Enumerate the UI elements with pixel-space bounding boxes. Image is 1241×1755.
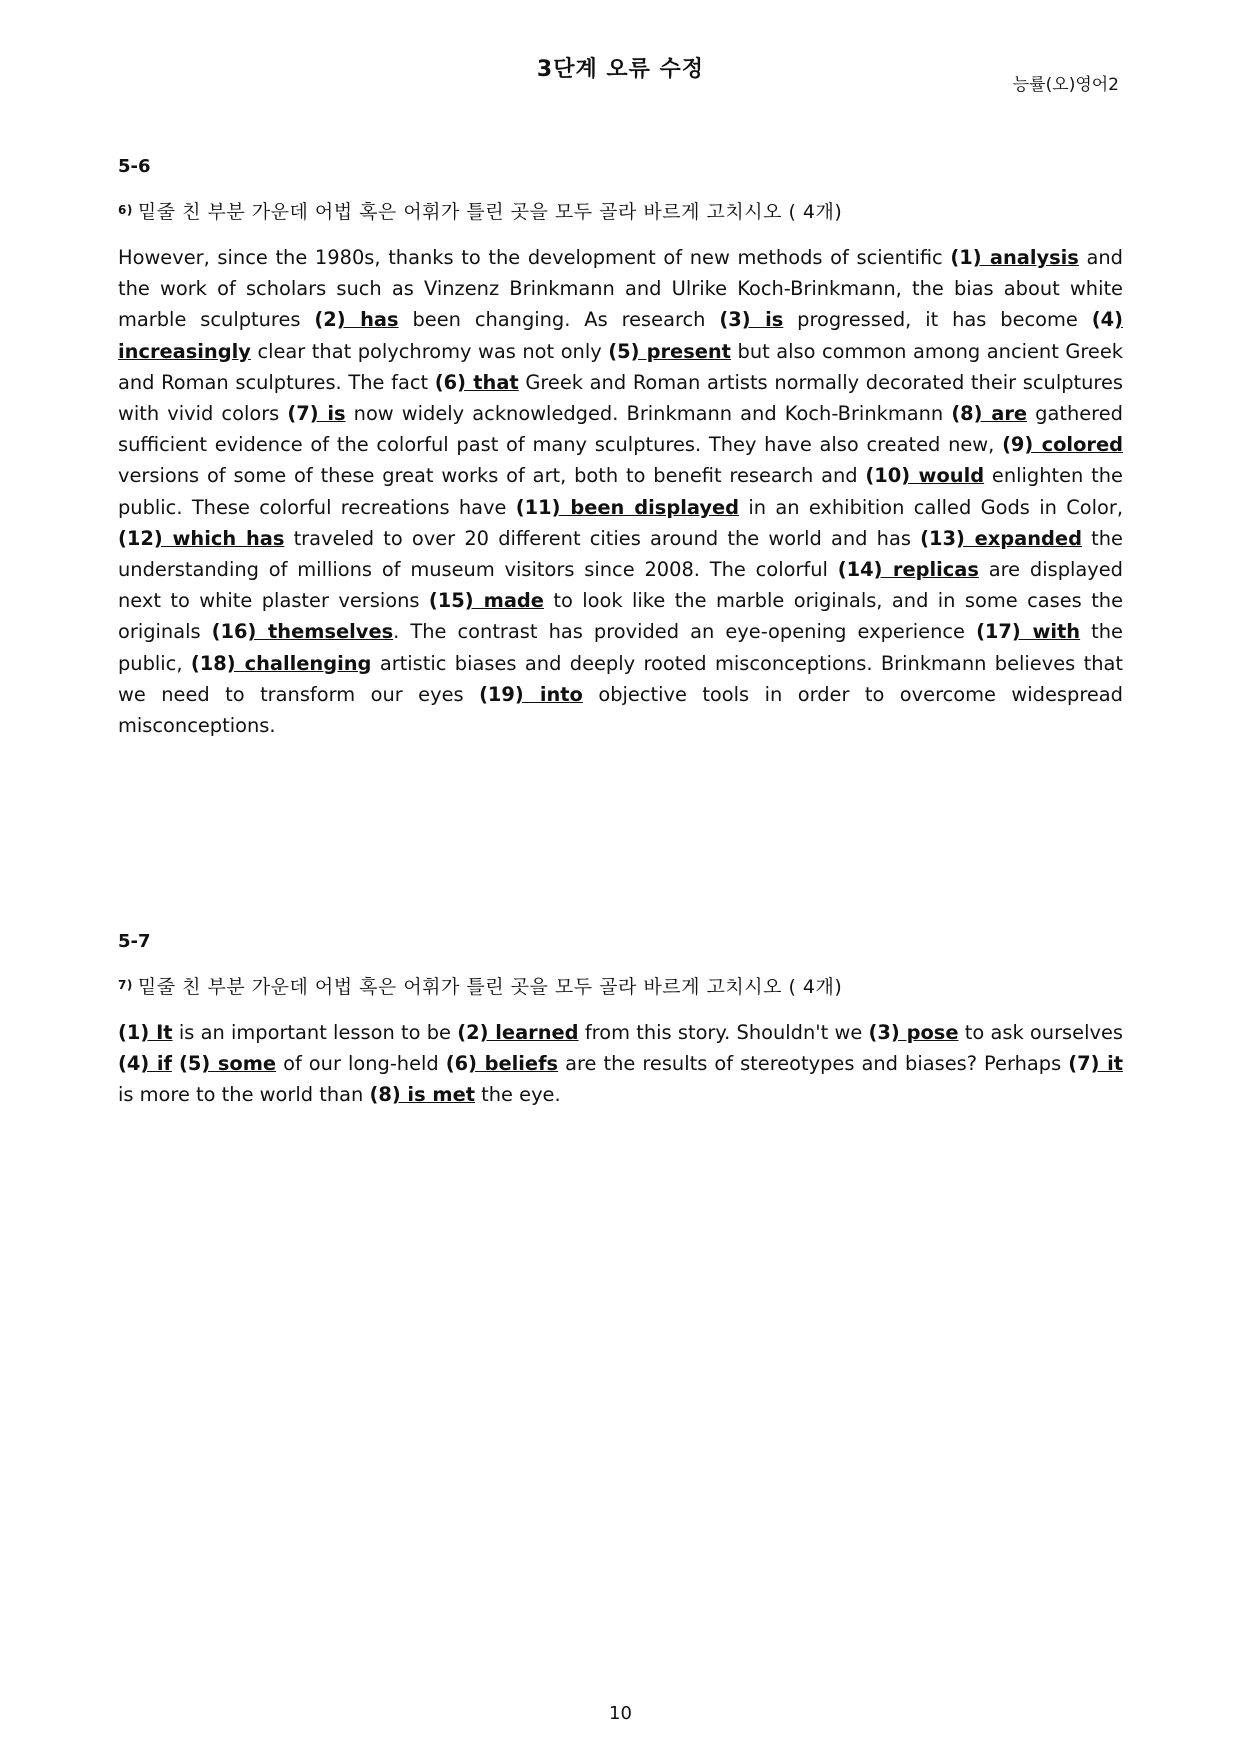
underlined-phrase: ) some bbox=[201, 1052, 277, 1076]
numbered-item: (19) into bbox=[479, 682, 583, 706]
numbered-item: (5) some bbox=[178, 1052, 277, 1076]
numbered-item: (16) themselves bbox=[211, 620, 394, 644]
numbered-item: (3) is bbox=[719, 308, 784, 332]
numbered-item: (8) are bbox=[951, 402, 1028, 426]
numbered-item: (7) is bbox=[287, 402, 346, 426]
underlined-phrase: ) colored bbox=[1024, 433, 1123, 457]
underlined-phrase: ) which has bbox=[153, 526, 285, 550]
numbered-item: (4) if bbox=[118, 1052, 172, 1076]
numbered-item: (6) that bbox=[434, 370, 519, 394]
section-label: 5-7 bbox=[118, 931, 151, 952]
underlined-phrase: ) is met bbox=[391, 1083, 475, 1107]
instruction-number: 7) bbox=[118, 978, 133, 992]
numbered-item: (8) is met bbox=[369, 1083, 475, 1107]
passage: However, since the 1980s, thanks to the development of new methods of scientific (1) analysis and the work of scholars such as Vinzenz Brinkmann and Ulrike Koch-Brinkmann, the bias about white marble sculptures (2) has been changing. As research (3) is progressed, it has become (4) increasingly clear that polychromy was not only (5) present but also common among ancient Greek and Roman sculptures. The fact (6) that Greek and Roman artists normally decorated their sculptures with vivid colors (7) is now widely acknowledged. Brinkmann and Koch-Brinkmann (8) are gathered sufficient evidence of the colorful past of many sculptures. They have also created new, (9) colored versions of some of these great works of art, both to benefit research and (10) would enlighten the public. These colorful recreations have (11) been displayed in an exhibition called Gods in Color, (12) which has traveled to over 20 different cities around the world and has (13) expanded the understanding of millions of museum visitors since 2008. The colorful (14) replicas are displayed next to white plaster versions (15) made to look like the marble originals, and in some cases the originals (16) themselves. The contrast has provided an eye-opening experience (17) with the public, (18) challenging artistic biases and deeply rooted misconceptions. Brinkmann believes that we need to transform our eyes (19) into objective tools in order to overcome widespread misconceptions. bbox=[118, 246, 1124, 738]
numbered-item: (15) made bbox=[428, 589, 544, 613]
section-5-6 bbox=[118, 156, 1123, 741]
underlined-phrase: ) are bbox=[973, 402, 1028, 426]
underlined-phrase: ) beliefs bbox=[468, 1052, 559, 1076]
page-title: 3단계 오류 수정 bbox=[536, 57, 705, 82]
numbered-item: (4) increasingly bbox=[118, 308, 1123, 363]
instruction-number: 6) bbox=[118, 203, 133, 217]
numbered-item: (12) which has bbox=[118, 526, 285, 550]
section-5-7 bbox=[118, 931, 1123, 1111]
numbered-item: (1) It bbox=[118, 1021, 173, 1044]
underlined-phrase: ) challenging bbox=[226, 651, 372, 675]
underlined-phrase: ) themselves bbox=[247, 620, 394, 644]
section-label: 5-6 bbox=[118, 156, 151, 177]
numbered-item: (17) with bbox=[976, 620, 1081, 644]
numbered-item: (10) would bbox=[865, 464, 985, 488]
instruction-text: 밑줄 친 부분 가운데 어법 혹은 어휘가 틀린 곳을 모두 골라 바르게 고치시오 ( 4개) bbox=[137, 976, 843, 998]
underlined-phrase: ) made bbox=[464, 589, 544, 613]
numbered-item: (5) present bbox=[608, 339, 731, 363]
underlined-phrase: ) is bbox=[741, 308, 784, 332]
underlined-phrase: ) it bbox=[1090, 1052, 1123, 1076]
underlined-phrase: ) It bbox=[140, 1021, 173, 1044]
page-number: 10 bbox=[609, 1703, 632, 1724]
underlined-phrase: ) increasingly bbox=[118, 308, 1123, 363]
underlined-phrase: ) analysis bbox=[972, 246, 1079, 269]
underlined-phrase: ) would bbox=[901, 464, 985, 488]
numbered-item: (6) beliefs bbox=[445, 1052, 559, 1076]
underlined-phrase: ) with bbox=[1011, 620, 1081, 644]
underlined-phrase: ) been displayed bbox=[551, 495, 740, 519]
numbered-item: (2) has bbox=[314, 308, 399, 332]
instruction bbox=[118, 972, 1123, 999]
numbered-item: (11) been displayed bbox=[515, 495, 740, 519]
numbered-item: (13) expanded bbox=[920, 526, 1082, 550]
underlined-phrase: ) has bbox=[336, 308, 399, 332]
page-subtitle: 능률(오)영어2 bbox=[1012, 75, 1119, 95]
numbered-item: (18) challenging bbox=[190, 651, 372, 675]
underlined-phrase: ) replicas bbox=[873, 558, 979, 582]
numbered-item: (14) replicas bbox=[837, 558, 979, 582]
underlined-phrase: ) into bbox=[514, 682, 583, 706]
numbered-item: (3) pose bbox=[868, 1021, 959, 1044]
passage: (1) It is an important lesson to be (2) learned from this story. Shouldn't we (3) pose to ask ourselves (4) if (5) some of our long-held (6) beliefs are the results of stereotypes and biases? Perhaps (7) it is more to the world than (8) is met the eye. bbox=[118, 1021, 1123, 1107]
underlined-phrase: ) learned bbox=[479, 1021, 579, 1044]
underlined-phrase: ) present bbox=[630, 339, 731, 363]
numbered-item: (9) colored bbox=[1002, 433, 1123, 457]
underlined-phrase: ) that bbox=[457, 370, 519, 394]
instruction bbox=[118, 197, 1123, 224]
instruction-text: 밑줄 친 부분 가운데 어법 혹은 어휘가 틀린 곳을 모두 골라 바르게 고치시오 ( 4개) bbox=[137, 201, 843, 223]
underlined-phrase: ) expanded bbox=[955, 526, 1082, 550]
numbered-item: (1) analysis bbox=[950, 246, 1079, 269]
numbered-item: (7) it bbox=[1068, 1052, 1123, 1076]
underlined-phrase: ) pose bbox=[890, 1021, 959, 1044]
numbered-item: (2) learned bbox=[457, 1021, 579, 1044]
underlined-phrase: ) if bbox=[140, 1052, 172, 1076]
underlined-phrase: ) is bbox=[309, 402, 346, 426]
